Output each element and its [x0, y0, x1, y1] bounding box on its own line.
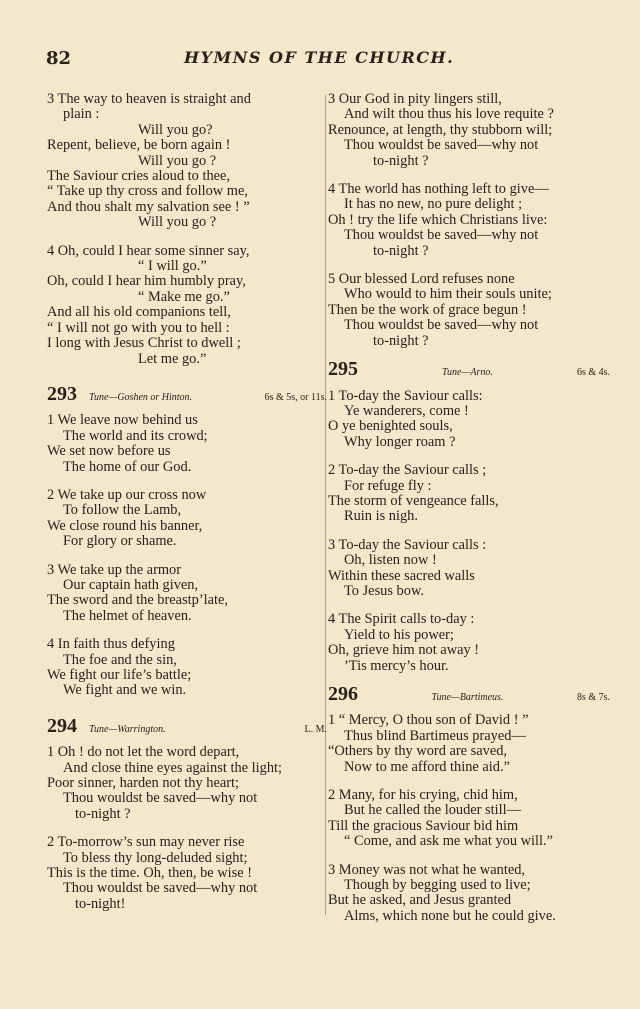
verse-line: 1 We leave now behind us [47, 412, 198, 429]
verse-line: Oh ! try the life which Christians live: [328, 211, 548, 228]
hymn-heading-296 [328, 683, 610, 705]
verse-line: For refuge fly : [344, 477, 432, 494]
hymn-heading-295 [328, 358, 610, 381]
verse-line: Alms, which none but he could give. [344, 907, 556, 924]
verse-line: 3 Money was not what he wanted, [328, 861, 526, 878]
verse-line: to-night ? [373, 242, 429, 259]
verse-line: Renounce, at length, thy stubborn will; [328, 121, 553, 138]
verse-line: 3 We take up the armor [47, 561, 182, 578]
verse-line: Yield to his power; [344, 626, 454, 643]
verse-line: But he asked, and Jesus granted [328, 892, 512, 909]
verse-line: Who would to him their souls unite; [344, 286, 552, 303]
verse-line: The storm of vengeance falls, [328, 492, 499, 509]
verse-line: The Saviour cries aloud to thee, [47, 168, 231, 185]
verse-line: Will you go? [138, 121, 213, 138]
stanza-right-5 [328, 272, 610, 349]
hymn-meter: 6s & 5s, or 11s. [264, 391, 327, 403]
verse-line: Oh, listen now ! [344, 552, 437, 569]
verse-line: O ye benighted souls, [328, 418, 453, 435]
verse-line: The sword and the breastp’late, [47, 592, 229, 609]
verse-line: “ Make me go.” [138, 288, 230, 305]
verse-line: The home of our God. [63, 458, 192, 475]
stanza-293-3 [47, 563, 327, 625]
verse-line: 3 Our God in pity lingers still, [328, 91, 502, 107]
verse-line: Thou wouldst be saved—why not [344, 227, 539, 244]
verse-line: 4 In faith thus defying [47, 636, 175, 653]
verse-line: Oh, could I hear him humbly pray, [47, 273, 246, 290]
hymn-meter: L. M. [304, 723, 327, 735]
verse-line: We close round his banner, [47, 517, 203, 534]
verse-line: Our captain hath given, [63, 576, 199, 593]
verse-line: Will you go ? [138, 152, 217, 169]
verse-line: 1 Oh ! do not let the word depart, [47, 744, 240, 761]
verse-line: This is the time. Oh, then, be wise ! [47, 865, 253, 882]
stanza-295-2 [328, 463, 610, 525]
verse-line: Ye wanderers, come ! [344, 402, 469, 419]
verse-line: ’Tis mercy’s hour. [344, 657, 449, 674]
verse-line: We set now before us [47, 443, 171, 460]
stanza-294-1 [47, 745, 327, 822]
page-header [46, 48, 606, 70]
verse-line: Thou wouldst be saved—why not [344, 317, 539, 334]
stanza-295-4 [328, 612, 610, 674]
verse-line: Let me go.” [138, 350, 207, 367]
verse-line: 1 To-day the Saviour calls: [328, 387, 483, 404]
stanza-293-1 [47, 413, 327, 475]
left-column [47, 92, 327, 925]
right-column [328, 92, 610, 937]
verse-line: “ Take up thy cross and follow me, [47, 183, 248, 200]
verse-line: Within these sacred walls [328, 567, 475, 584]
hymn-number: 295 [328, 358, 358, 381]
tune-name: Tune—Arno. [442, 367, 493, 379]
verse-line: Thou wouldst be saved—why not [344, 137, 539, 154]
verse-line: Then be the work of grace begun ! [328, 301, 527, 318]
stanza-296-1 [328, 713, 610, 775]
stanza-left-3 [47, 92, 327, 231]
verse-line: plain : [63, 106, 100, 123]
verse-line: “ I will go.” [138, 258, 207, 275]
hymn-heading-293 [47, 382, 327, 405]
verse-line: Ruin is nigh. [344, 508, 418, 525]
verse-line: For glory or shame. [63, 533, 177, 550]
verse-line: to-night ? [373, 152, 429, 169]
verse-line: Why longer roam ? [344, 433, 456, 450]
verse-line: to-night ? [75, 805, 131, 822]
verse-line: 2 To-day the Saviour calls ; [328, 462, 487, 479]
verse-line: “ I will not go with you to hell : [47, 319, 230, 336]
verse-line: Will you go ? [138, 214, 217, 231]
verse-line: 2 We take up our cross now [47, 486, 207, 503]
hymn-number: 294 [47, 714, 77, 737]
stanza-right-3 [328, 92, 610, 169]
hymn-meter: 8s & 7s. [576, 692, 610, 703]
verse-line: The helmet of heaven. [63, 607, 192, 624]
stanza-293-2 [47, 488, 327, 550]
verse-line: Oh, grieve him not away ! [328, 642, 480, 659]
stanza-293-4 [47, 637, 327, 699]
hymn-number: 296 [328, 683, 358, 705]
stanza-left-4 [47, 244, 327, 367]
verse-line: 4 The world has nothing left to give— [328, 181, 549, 198]
verse-line: To bless thy long-deluded sight; [63, 849, 248, 866]
stanza-right-4 [328, 182, 610, 259]
stanza-295-1 [328, 389, 610, 451]
verse-line: Though by begging used to live; [344, 877, 531, 894]
verse-line: And thou shalt my salvation see ! ” [47, 198, 250, 215]
verse-line: The foe and the sin, [63, 651, 177, 668]
verse-line: And close thine eyes against the light; [63, 759, 283, 776]
stanza-295-3 [328, 538, 610, 600]
verse-line: Thus blind Bartimeus prayed— [344, 727, 526, 744]
hymn-number: 293 [47, 382, 77, 405]
verse-line: Repent, believe, be born again ! [47, 137, 231, 154]
stanza-296-2 [328, 788, 610, 850]
verse-line: We fight our life’s battle; [47, 667, 192, 683]
verse-line: to-night! [75, 895, 126, 912]
verse-line: To Jesus bow. [344, 582, 425, 599]
verse-line: Thou wouldst be saved—why not [63, 880, 258, 897]
verse-line: Now to me afford thine aid.” [344, 758, 510, 775]
verse-line: 2 To-morrow’s sun may never rise [47, 834, 245, 851]
verse-line: “Others by thy word are saved, [328, 743, 508, 760]
verse-line: “ Come, and ask me what you will.” [344, 833, 554, 850]
verse-line: Thou wouldst be saved—why not [63, 790, 258, 807]
verse-line: It has no new, no pure delight ; [344, 196, 523, 213]
verse-line: 3 The way to heaven is straight and [47, 91, 251, 107]
verse-line: I long with Jesus Christ to dwell ; [47, 335, 241, 352]
tune-name: Tune—Warrington. [89, 723, 166, 735]
verse-line: 3 To-day the Saviour calls : [328, 536, 487, 553]
verse-line: And wilt thou thus his love requite ? [344, 106, 554, 123]
verse-line: 4 The Spirit calls to-day : [328, 611, 475, 628]
verse-line: To follow the Lamb, [63, 502, 182, 519]
verse-line: And all his old companions tell, [47, 304, 231, 321]
running-title: HYMNS OF THE CHURCH. [184, 48, 455, 67]
verse-line: But he called the louder still— [344, 802, 522, 819]
page-number: 82 [46, 48, 72, 69]
verse-line: The world and its crowd; [63, 427, 208, 444]
verse-line: 5 Our blessed Lord refuses none [328, 271, 515, 288]
tune-name: Tune—Goshen or Hinton. [89, 391, 193, 403]
verse-line: 1 “ Mercy, O thou son of David ! ” [328, 712, 529, 729]
hymn-heading-294 [47, 714, 327, 737]
stanza-294-2 [47, 835, 327, 912]
verse-line: 4 Oh, could I hear some sinner say, [47, 242, 250, 259]
hymn-meter: 6s & 4s. [576, 367, 610, 379]
verse-line: to-night ? [373, 332, 429, 349]
tune-name: Tune—Bartimeus. [431, 692, 504, 703]
verse-line: Poor sinner, harden not thy heart; [47, 775, 240, 792]
stanza-296-3 [328, 863, 610, 925]
verse-line: Till the gracious Saviour bid him [328, 817, 519, 834]
verse-line: We fight and we win. [63, 682, 187, 699]
verse-line: 2 Many, for his crying, chid him, [328, 787, 518, 804]
